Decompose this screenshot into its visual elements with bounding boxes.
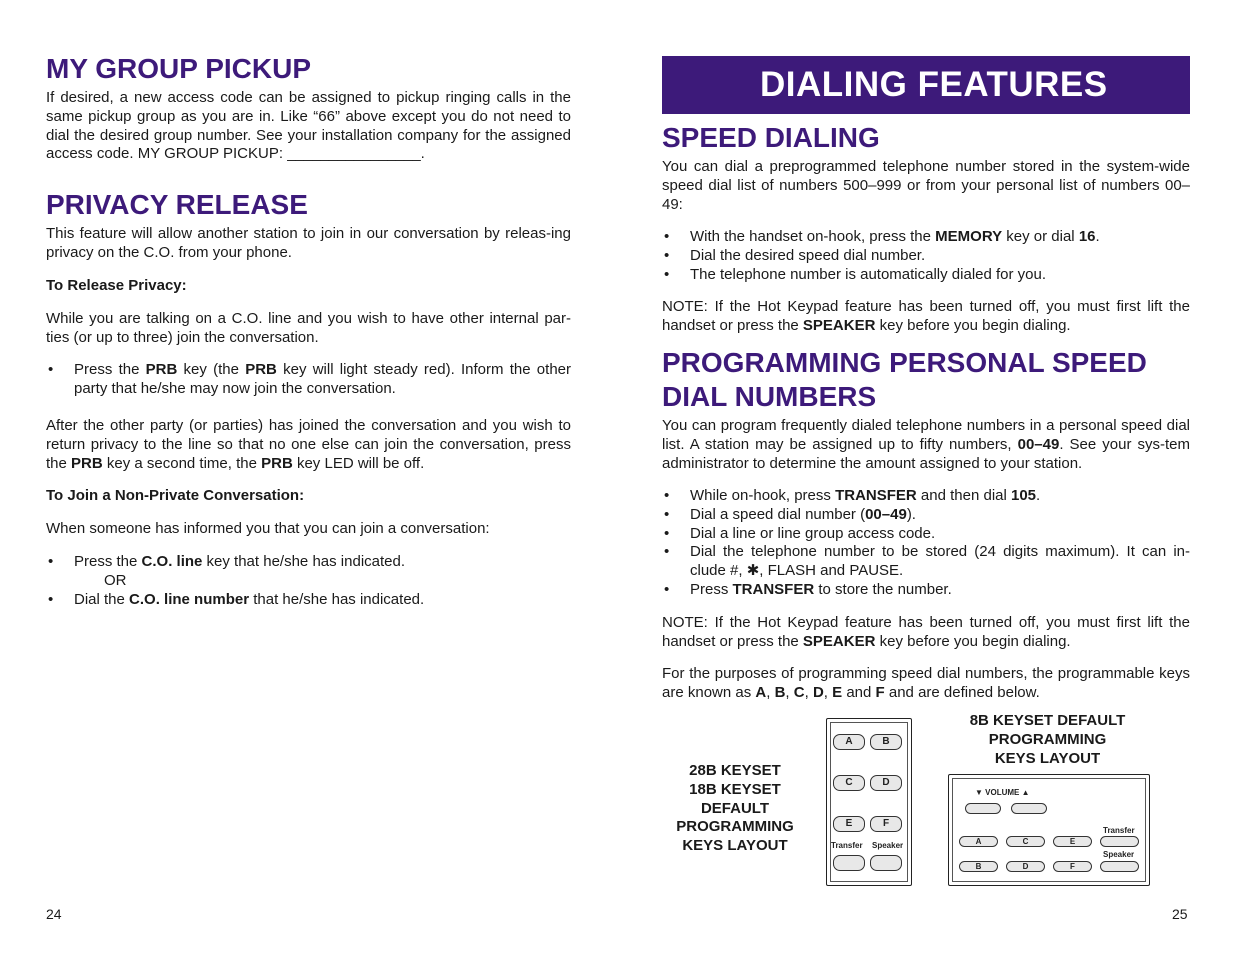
speed-dialing-steps: [662, 228, 1190, 284]
key-a: A: [833, 734, 865, 750]
my-group-pickup-body: If desired, a new access code can be assigned to pickup ringing calls in the same pickup group as you are in. Like “66” above except you do not need to dial the desired group number. See your installation company for the assigned access code. MY GROUP PICKUP: ________________.: [46, 89, 571, 163]
speaker-key: [1100, 861, 1139, 872]
page-number-left: 24: [46, 906, 62, 922]
speed-dialing-intro: You can dial a preprogrammed telephone number stored in the system-wide speed dial list of numbers 500–999 or from your personal list of numbers 00–49:: [662, 158, 1190, 213]
key-f: F: [870, 816, 902, 832]
keypad-28b-diagram: [826, 718, 912, 886]
to-release-heading: To Release Privacy:: [46, 277, 187, 294]
my-group-pickup-heading: MY GROUP PICKUP: [46, 53, 312, 84]
list-item: • Dial a speed dial number (00–49).: [662, 506, 1190, 525]
programming-intro: You can program frequently dialed telephone numbers in a personal speed dial list. A station may be assigned up to fifty numbers, 00–49. See your sys-tem administrator to determine the amount assigned to your station.: [662, 417, 1190, 472]
caption-line: 18B KEYSET: [689, 780, 781, 798]
privacy-intro: This feature will allow another station to join in our conversation by releas-ing privacy on the C.O. from your phone.: [46, 225, 571, 261]
speaker-key: [870, 855, 902, 871]
list-item: • Dial the desired speed dial number.: [662, 247, 1190, 266]
when-informed-text: When someone has informed you that you can join a conversation:: [46, 520, 490, 537]
caption-28b-keyset: [660, 762, 810, 856]
list-item: • Press TRANSFER to store the number.: [662, 581, 1190, 600]
programming-note: NOTE: If the Hot Keypad feature has been turned off, you must first lift the handset or press the SPEAKER key before you begin dialing.: [662, 614, 1190, 650]
speed-dialing-heading: SPEED DIALING: [662, 122, 880, 153]
key-a: A: [959, 836, 998, 847]
programming-heading: PROGRAMMING PERSONAL SPEED DIAL NUMBERS: [662, 347, 1147, 412]
speed-dialing-note: NOTE: If the Hot Keypad feature has been turned off, you must first lift the handset or press the SPEAKER key before you begin dialing.: [662, 298, 1190, 334]
dialing-features-banner: [662, 56, 1190, 114]
key-c: C: [1006, 836, 1045, 847]
key-b: B: [959, 861, 998, 872]
caption-line: DEFAULT: [700, 799, 770, 817]
after-joined-text: After the other party (or parties) has joined the conversation and you wish to return privacy to the line so that no one else can join the conversation, press the PRB key a second time, the PRB key LED will be off.: [46, 417, 571, 472]
caption-line: KEYS LAYOUT: [682, 837, 788, 855]
caption-line: PROGRAMMING: [988, 730, 1107, 748]
transfer-label: Transfer: [831, 841, 863, 850]
programming-purposes: For the purposes of programming speed dial numbers, the programmable keys are known as A, B, C, D, E and F and are defined below.: [662, 665, 1190, 701]
key-b: B: [870, 734, 902, 750]
list-item: • The telephone number is automatically dialed for you.: [662, 266, 1190, 285]
speaker-label: Speaker: [872, 841, 904, 850]
caption-8b-keyset: [945, 712, 1150, 768]
join-steps: [46, 553, 571, 609]
list-item: • Press the C.O. line key that he/she has indicated.: [46, 553, 571, 572]
caption-line: 28B KEYSET: [689, 762, 781, 779]
list-item: • Dial the telephone number to be stored (24 digits maximum). It can in-clude #, ✱, FLASH and PAUSE.: [662, 543, 1190, 581]
list-item: • With the handset on-hook, press the MEMORY key or dial 16.: [662, 228, 1190, 247]
key-d: D: [870, 775, 902, 791]
volume-up-key: [1011, 803, 1047, 814]
keypad-8b-diagram: [948, 774, 1150, 886]
while-talking-text: While you are talking on a C.O. line and you wish to have other internal par-ties (or up to three) join the conversation.: [46, 310, 571, 346]
key-e: E: [1053, 836, 1092, 847]
programming-steps: [662, 487, 1190, 600]
transfer-key: [1100, 836, 1139, 847]
key-e: E: [833, 816, 865, 832]
list-item-or: OR: [104, 571, 127, 589]
key-f: F: [1053, 861, 1092, 872]
privacy-release-heading: PRIVACY RELEASE: [46, 189, 308, 220]
caption-line: PROGRAMMING: [676, 818, 794, 836]
volume-label: ▼ VOLUME ▲: [975, 788, 1030, 797]
list-item: • Dial the C.O. line number that he/she has indicated.: [46, 591, 571, 610]
caption-line: KEYS LAYOUT: [994, 749, 1101, 767]
transfer-key: [833, 855, 865, 871]
release-steps: [46, 361, 571, 399]
caption-line: 8B KEYSET DEFAULT: [969, 712, 1126, 729]
key-c: C: [833, 775, 865, 791]
banner-title: DIALING FEATURES: [760, 65, 1108, 104]
speaker-label: Speaker: [1103, 850, 1135, 859]
list-item: • While on-hook, press TRANSFER and then dial 105.: [662, 487, 1190, 506]
page-number-right: 25: [1172, 906, 1188, 922]
key-d: D: [1006, 861, 1045, 872]
transfer-label: Transfer: [1103, 826, 1135, 835]
join-heading: To Join a Non-Private Conversation:: [46, 487, 305, 504]
volume-down-key: [965, 803, 1001, 814]
list-item: • Press the PRB key (the PRB key will light steady red). Inform the other party that he/she may now join the conversation.: [46, 361, 571, 399]
list-item: • Dial a line or line group access code.: [662, 525, 1190, 544]
